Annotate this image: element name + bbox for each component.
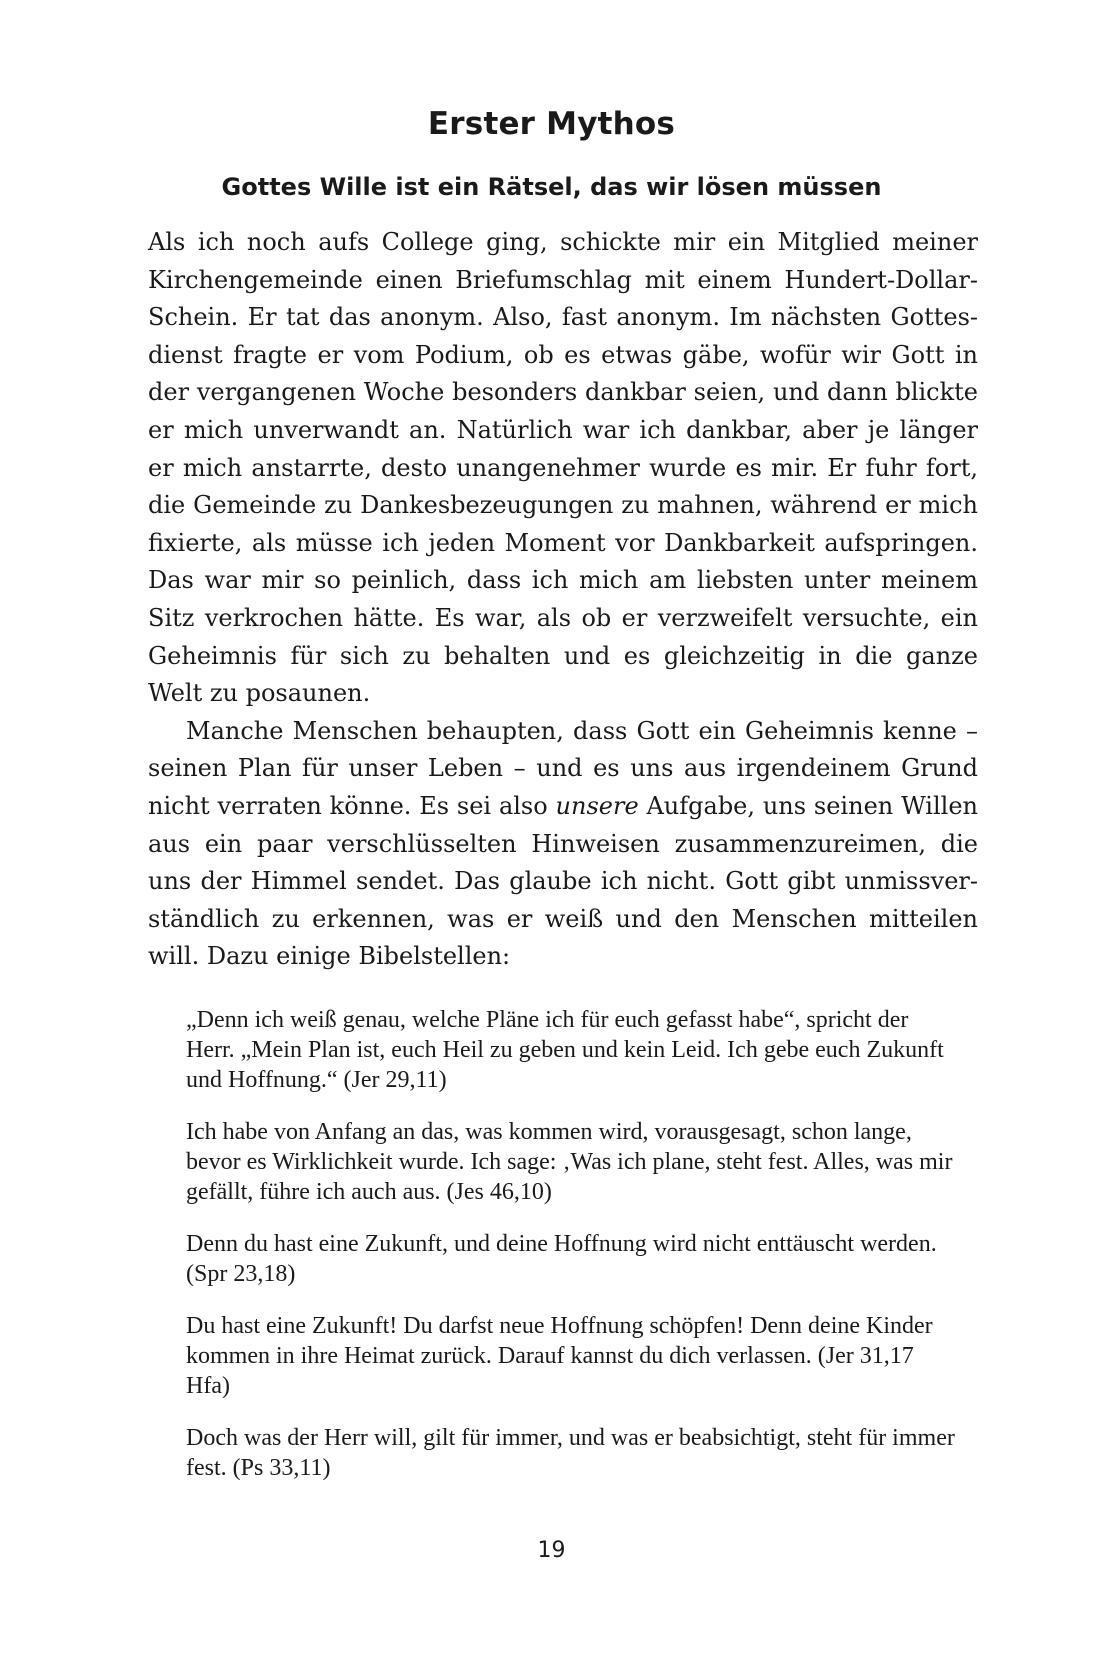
page-number: 19 [537,1538,566,1563]
bible-quote: „Denn ich weiß genau, welche Pläne ich für euch gefasst habe“, spricht der Herr. „Mein Plan ist, euch Heil zu geben und kein Leid. Ich gebe euch Zukunft und Hoffnung.“ (Jer 29,11) [186,1007,944,1093]
bible-quote: Doch was der Herr will, gilt für immer, und was er beabsichtigt, steht für immer fest. (Ps 33,11) [186,1425,955,1481]
body-paragraph [148,713,978,976]
chapter-title: Erster Mythos [427,106,676,142]
paragraph-text: Aufgabe, uns seinen Willen aus ein paar verschlüsselten Hinweisen zusammenzureimen, die uns der Himmel sendet. Das glaube ich nicht. Gott gibt unmissverständlich zu erkennen, was er weiß und den Menschen mitteilen will. Dazu einige Bibelstellen: [148,791,978,971]
body-paragraph: Als ich noch aufs College ging, schickte mir ein Mitglied meiner Kirchengemeinde einen Briefumschlag mit einem Hundert-Dollar-Schein. Er tat das anonym. Also, fast anonym. Im nächsten Gottesdienst fragte er vom Podium, ob es etwas gäbe, wofür wir Gott in der vergangenen Woche besonders dankbar seien, und dann blickte er mich unverwandt an. Natürlich war ich dankbar, aber je länger er mich anstarrte, desto unangenehmer wurde es mir. Er fuhr fort, die Gemeinde zu Dankesbezeugungen zu mahnen, während er mich fixierte, als müsse ich jeden Moment vor Dankbarkeit aufspringen. Das war mir so peinlich, dass ich mich am liebsten unter meinem Sitz verkrochen hätte. Es war, als ob er verzweifelt versuchte, ein Geheimnis für sich zu behalten und es gleichzeitig in die ganze Welt zu posaunen. [148,228,978,708]
emphasized-word: unsere [555,791,639,820]
paragraph-text: Manche Menschen behaupten, dass Gott ein Geheimnis kenne – seinen Plan für unser Leben – und es uns aus irgendeinem Grund nicht verraten könne. Es sei also [148,716,978,820]
body-text [148,224,978,976]
chapter-subtitle: Gottes Wille ist ein Rätsel, das wir lösen müssen [221,173,882,201]
bible-quote: Du hast eine Zukunft! Du darfst neue Hoffnung schöpfen! Denn deine Kinder kommen in ihre Heimat zurück. Darauf kannst du dich verlassen. (Jer 31,17 Hfa) [186,1313,933,1399]
bible-quote: Ich habe von Anfang an das, was kommen wird, vorausgesagt, schon lange, bevor es Wirklichkeit wurde. Ich sage: ‚Was ich plane, steht fest. Alles, was mir gefällt, führe ich auch aus. (Jes 46,10) [186,1119,953,1205]
bible-quote: Denn du hast eine Zukunft, und deine Hoffnung wird nicht enttäuscht werden. (Spr 23,18) [186,1231,937,1287]
bible-quotes [186,1005,956,1505]
